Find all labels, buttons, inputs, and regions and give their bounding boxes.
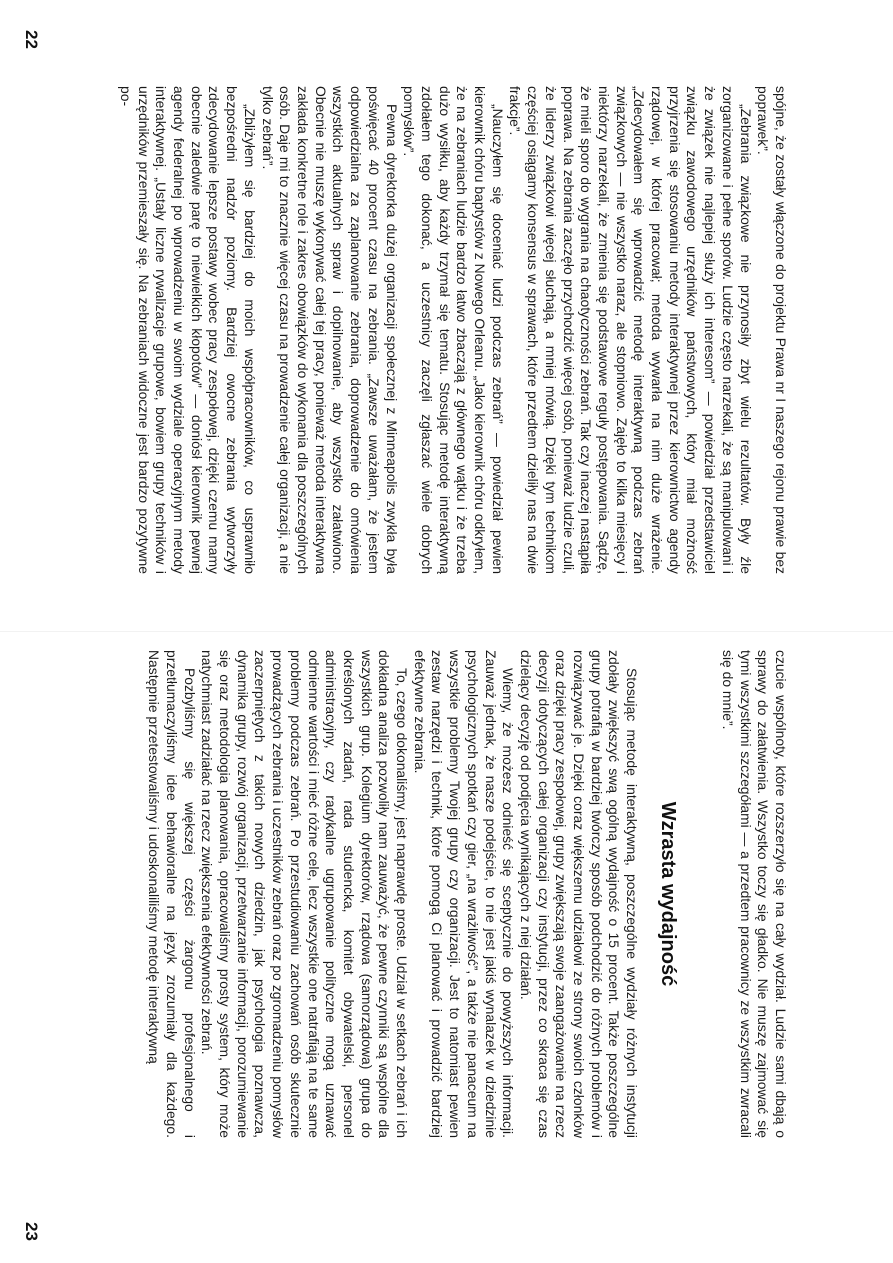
paragraph: czucie wspólnoty, które rozszerzyło się na cały wydział. Ludzie sami dbają o sprawy do załatwienia. Wszystko toczy się gładko. Nie muszę zajmować się tymi wszystkimi szczegółami — a przedtem pracownicy ze wszystkim zwracali się do mnie”. bbox=[719, 650, 789, 1138]
paragraph: „Zebrania związkowe nie przynosiły zbyt wielu rezultatów. Były źle zorganizowane i pełne sporów. Ludzie często narzekali, że są manipulowani i że związek nie najlepiej służy ich interesom” — powiedział przedstawiciel związku zawodowego urzędników państwowych, który miał możność przyjrzenia się stosowaniu metody interaktywnej przez kierownictwo agendy rządowej, w której pracował; metoda wywarła na nim duże wrażenie. „Zdecydowałem się wprowadzić metodę interaktywną podczas zebrań związkowych — nie wszystko naraz, ale stopniowo. Zajęło to kilka miesięcy i niektórzy narzekali, że zmienia się podstawowe reguły postępowania. Sądzę, że mieli sporo do wygrania na chaotyczności zebrań. Tak czy inaczej nastąpiła poprawa. Na zebrania zaczęło przychodzić więcej osób, ponieważ ludzie czuli, że liderzy związkowi więcej słuchają, a mniej mówią. Dzięki tym technikom częściej osiągamy konsensus w sprawach, które przedtem dzieliły nas na dwie frakcje”. bbox=[507, 86, 754, 574]
page-number: 23 bbox=[22, 1222, 41, 1241]
paragraph: To, czego dokonaliśmy, jest naprawdę proste. Udział w setkach zebrań i ich dokładna analiza pozwoliły nam zauważyć, że pewne czynniki są wspólne dla wszystkich grup. Kolegium dyrektorów, rządowa (samorządowa) grupa do określonych zadań, rada studencka, komitet obywatelski, personel administracyjny, czy radykalne ugrupowanie polityczne mogą uznawać odmienne wartości i mieć różne cele, lecz wszystkie one natrafiają na te same problemy podczas zebrań. Po przestudiowaniu zachowań osób skutecznie prowadzących zebrania i uczestników zebrań oraz po zgromadzeniu pomysłów zaczerpniętych z takich nowych dziedzin, jak psychologia poznawcza, dynamika grupy, rozwój organizacji, przetwarzanie informacji, porozumiewanie się oraz metodologia planowania, opracowaliśmy prosty system, który może natychmiast zadziałać na rzecz zwiększenia efektywności zebrań. bbox=[199, 650, 411, 1138]
left-page bbox=[0, 0, 893, 631]
right-page bbox=[0, 632, 893, 1263]
paragraph: „Nauczyłem się doceniać ludzi podczas zebrań” — powiedział pewien kierownik chóru baptystów z Nowego Orleanu. „Jako kierownik chóru odkryłem, że na zebraniach ludzie bardzo łatwo zbaczają z głównego wątku i że trzeba dużo wysiłku, aby każdy trzymał się tematu. Stosując metodę interaktywną zdołałem tego dokonać, a uczestnicy zaczęli zgłaszać wiele dobrych pomysłów”. bbox=[401, 86, 506, 574]
paragraph: spójne, że zostały włączone do projektu Prawa nr I naszego rejonu prawie bez poprawek”. bbox=[755, 86, 789, 574]
paragraph: Pozbyliśmy się większej części żargonu profesjonalnego i przetłumaczyliśmy idee behawioralne na język zrozumiały dla każdego. Następnie przetestowaliśmy i udoskonaliliśmy metodę interaktywną bbox=[146, 650, 198, 1138]
right-text-column bbox=[54, 650, 789, 1138]
page-number: 22 bbox=[22, 30, 41, 49]
paragraph: Stosując metodę interaktywną, poszczególne wydziały różnych instytucji zdołały zwiększyć swą ogólną wydajność o 15 procent. Także poszczególne grupy potrafią w bardziej twórczy sposób podchodzić do różnych problemów i rozwiązywać je. Dzięki coraz większemu udziałowi ze strony swoich członków oraz dzięki pracy zespołowej, grupy zwiększają swoje zaangażowanie na rzecz decyzji dotyczących całej organizacji czy instytucji, przez co skraca się czas dzielący decyzję od podjęcia wynikających z niej działań. bbox=[517, 650, 641, 1138]
left-text-column bbox=[54, 86, 789, 574]
paragraph: „Zbliżyłem się bardziej do moich współpracowników, co usprawniło bezpośredni nadzór poziomy. Bardziej owocne zebrania wytworzyły zdecydowanie lepsze postawy wobec pracy zespołowej, dzięki czemu mamy obecnie zaledwie parę to niewielkich kłopotów” — doniósł kierownik pewnej agendy federalnej po wprowadzeniu w swoim wydziale operacyjnym metody interaktywnej. „Ustały liczne rywalizacje grupowe, bowiem grupy techników i urzędników przemieszały się. Na zebraniach widoczne jest bardzo pozytywne po- bbox=[117, 86, 258, 574]
paragraph: Wiemy, że możesz odnieść się sceptycznie do powyższych informacji. Zauważ jednak, że nasze podejście, to nie jest jakiś wynalazek w dziedzinie psychologicznych spotkań czy gier, „na wrażliwość”, a także nie panaceum na wszystkie problemy Twojej grupy czy organizacji. Jest to natomiast pewien zestaw narzędzi i technik, które pomogą Ci planować i prowadzić bardziej efektywne zebrania. bbox=[411, 650, 517, 1138]
paragraph: Pewna dyrektorka dużej organizacji społecznej z Minneapolis zwykła była poświęcać 40 procent czasu na zebrania. „Zawsze uważałam, że jestem odpowiedzialna za zaplanowanie zebrania, doprowadzenie do omówienia wszystkich aktualnych spraw i dopilnowanie, aby wszystko załatwiono. Obecnie nie muszę wykonywać całej tej pracy, ponieważ metoda interaktywna zakłada konkretne role i zakres obowiązków do wykonania dla poszczególnych osób. Daje mi to znacznie więcej czasu na prowadzenie całej organizacji, a nie tylko zebrań”. bbox=[259, 86, 400, 574]
section-heading: Wzrasta wydajność bbox=[657, 801, 680, 987]
